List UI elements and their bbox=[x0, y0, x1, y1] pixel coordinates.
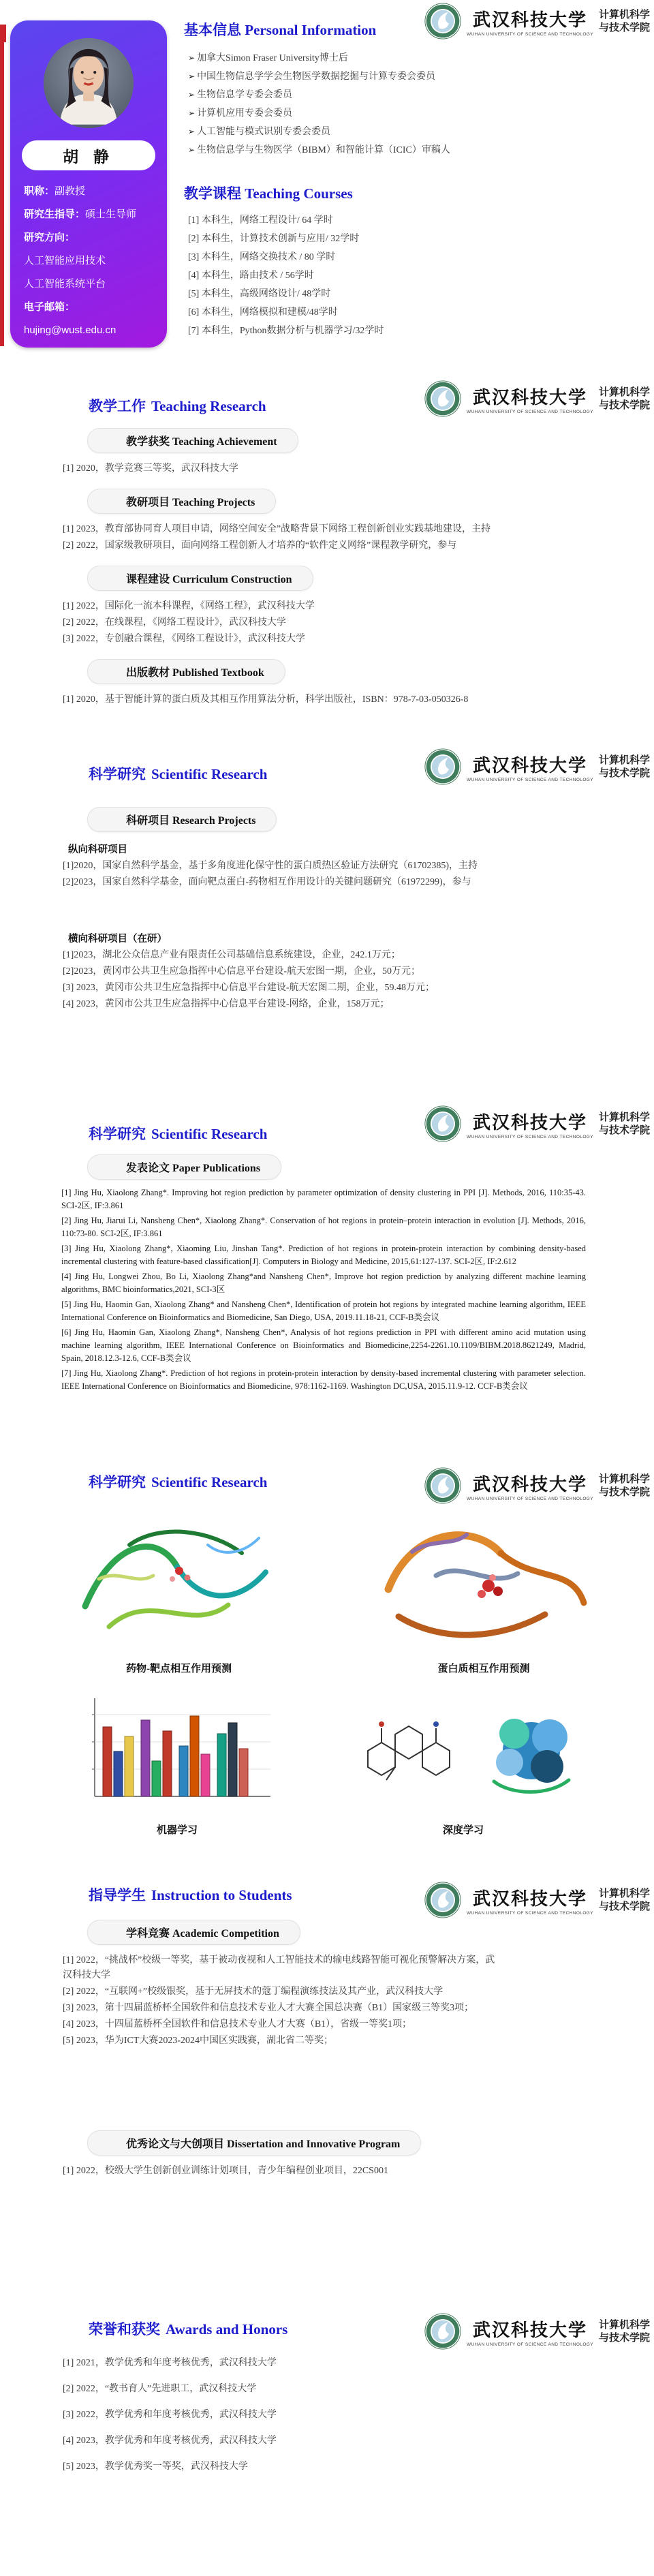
red-edge-strip bbox=[0, 25, 4, 346]
supervisor-row: 研究生指导：硕士生导师 bbox=[24, 209, 137, 220]
teaching-courses-title: 教学课程 Teaching Courses bbox=[184, 185, 353, 202]
research-projects-title: 科学研究 Scientific Research bbox=[89, 766, 268, 782]
competition-list bbox=[63, 1953, 586, 2049]
publications-title: 科学研究 Scientific Research bbox=[89, 1126, 268, 1142]
university-emblem-icon bbox=[424, 1882, 461, 1918]
list-item: ➢ 加拿大Simon Fraser University博士后 bbox=[188, 49, 601, 67]
course-item: [4] 本科生，路由技术 / 56学时 bbox=[188, 271, 314, 281]
vertical-projects-list bbox=[63, 859, 586, 890]
publication-item: [2] Jing Hu, Jiarui Li, Nansheng Chen*, Xiaolong Zhang*. Conservation of hot regions in protein–protein interaction in evolution [J]. Methods, 2016, 110:73-80. SCI-2区, IF:3.861 bbox=[61, 1216, 586, 1238]
college-name: 计算机科学 与技术学院 bbox=[598, 8, 650, 33]
section-research-projects bbox=[0, 736, 654, 1063]
course-item: [7] 本科生，Python数据分析与机器学习/32学时 bbox=[188, 326, 384, 336]
program-list bbox=[63, 2164, 586, 2179]
section-teaching-research bbox=[0, 368, 654, 736]
section-awards bbox=[0, 2303, 654, 2576]
pill-curriculum-construction: 课程建设 Curriculum Construction bbox=[87, 566, 313, 591]
pill-dissertation-program: 优秀论文与大创项目 Dissertation and Innovative Program bbox=[87, 2130, 421, 2156]
personal-info-main bbox=[184, 0, 601, 340]
profile-fields bbox=[10, 170, 167, 342]
list-item: ➢ 人工智能与模式识别专委会委员 bbox=[188, 123, 601, 141]
list-item: [1]2020，国家自然科学基金，基于多角度进化保守性的蛋白质热区验证方法研究（61702385)，主持 bbox=[63, 861, 478, 871]
list-item: [1] 2022，国际化一流本科课程，《网络工程》，武汉科技大学 bbox=[63, 601, 315, 611]
bar-chart-figure-image bbox=[72, 1686, 283, 1817]
award-item: [4] 2023，教学优秀和年度考核优秀，武汉科技大学 bbox=[63, 2436, 277, 2446]
university-emblem-icon bbox=[424, 1105, 461, 1142]
pill-teaching-achievement: 教学获奖 Teaching Achievement bbox=[87, 428, 298, 453]
gallery-title: 科学研究 Scientific Research bbox=[89, 1474, 268, 1490]
list-item: [2]2023，国家自然科学基金，面向靶点蛋白-药物相互作用设计的关键问题研究（61972299)，参与 bbox=[63, 877, 471, 887]
list-item: [2] 2022，“互联网+”校级银奖，基于无屏技术的蔻丁编程演练技法及其产业，武汉科技大学 bbox=[63, 1987, 443, 1997]
section-personal-info bbox=[0, 0, 654, 368]
direction-2: 人工智能系统平台 bbox=[24, 278, 106, 290]
list-item: [2] 2022，国家级教研项目，面向网络工程创新人才培养的“软件定义网络”课程教学研究，参与 bbox=[63, 540, 457, 551]
university-logo: 武汉科技大学 WUHAN UNIVERSITY OF SCIENCE AND TECHNOLOGY 计算机科学 与技术学院 bbox=[424, 748, 650, 785]
pill-research-projects: 科研项目 Research Projects bbox=[87, 807, 277, 832]
teaching-research-title: 教学工作 Teaching Research bbox=[89, 398, 266, 414]
university-logo bbox=[424, 3, 650, 40]
award-item: [2] 2022，“教书育人”先进职工，武汉科技大学 bbox=[63, 2384, 257, 2394]
drug-target-figure-image bbox=[72, 1504, 286, 1655]
section-publications bbox=[0, 1063, 654, 1462]
list-item: [1] 2022，“挑战杯”校级一等奖，基于被动夜视和人工智能技术的输电线路智能可视化预警解决方案，武汉科技大学 bbox=[63, 1955, 495, 1980]
list-item: [3] 2023，黄冈市公共卫生应急指挥中心信息平台建设-航天宏图二期，企业，59.48万元； bbox=[63, 983, 435, 993]
figure-caption: 药物-靶点相互作用预测 bbox=[126, 1663, 232, 1674]
figure-caption: 机器学习 bbox=[156, 1825, 198, 1836]
email-value: hujing@wust.edu.cn bbox=[24, 324, 116, 336]
list-item: [1] 2022，校级大学生创新创业训练计划项目，青少年编程创业项目，22CS001 bbox=[63, 2166, 388, 2176]
direction-label-row: 研究方向： bbox=[24, 232, 76, 243]
profile-card bbox=[10, 20, 167, 348]
ppi-figure-image bbox=[371, 1504, 596, 1655]
course-item: [3] 本科生，网络交换技术 / 80 学时 bbox=[188, 252, 336, 262]
list-item: [1] 2020，基于智能计算的蛋白质及其相互作用算法分析，科学出版社，ISBN：978-7-03-050326-8 bbox=[63, 694, 469, 705]
curriculum-list bbox=[63, 599, 586, 647]
figure-drug-target bbox=[72, 1504, 286, 1675]
publications-list bbox=[61, 1186, 586, 1393]
university-emblem-icon bbox=[424, 2313, 461, 2350]
course-item: [2] 本科生，计算技术创新与应用/ 32学时 bbox=[188, 234, 360, 244]
list-item: ➢ 中国生物信息学学会生物医学数据挖掘与计算专委会委员 bbox=[188, 67, 601, 86]
figure-machine-learning bbox=[72, 1686, 283, 1837]
basic-info-title: 基本信息 Personal Information bbox=[184, 22, 377, 38]
pill-academic-competition: 学科竞赛 Academic Competition bbox=[87, 1920, 300, 1945]
university-logo: 武汉科技大学 WUHAN UNIVERSITY OF SCIENCE AND TECHNOLOGY 计算机科学 与技术学院 bbox=[424, 2313, 650, 2350]
instruction-title: 指导学生 Instruction to Students bbox=[89, 1887, 292, 1903]
vertical-projects-header: 纵向科研项目 bbox=[68, 844, 127, 855]
list-item: [4] 2023，黄冈市公共卫生应急指挥中心信息平台建设-网络，企业，158万元； bbox=[63, 999, 390, 1009]
university-logo: 武汉科技大学 WUHAN UNIVERSITY OF SCIENCE AND TECHNOLOGY 计算机科学 与技术学院 bbox=[424, 1882, 650, 1918]
list-item: [5] 2023，华为ICT大赛2023-2024中国区实践赛，湖北省二等奖； bbox=[63, 2036, 334, 2046]
list-item: [1] 2023，教育部协同育人项目申请，网络空间安全”战略背景下网络工程创新创业实践基地建设，主持 bbox=[63, 524, 491, 534]
horizontal-projects-list bbox=[63, 948, 586, 1012]
profile-photo bbox=[44, 38, 134, 128]
red-edge-notch bbox=[0, 25, 6, 42]
publication-item: [1] Jing Hu, Xiaolong Zhang*. Improving hot region prediction by parameter optimization of density clustering in PPI [J]. Methods, 2016, 110:35-43. SCI-2区, IF:3.861 bbox=[61, 1188, 586, 1210]
pill-teaching-projects: 教研项目 Teaching Projects bbox=[87, 489, 276, 514]
award-item: [5] 2023，教学优秀奖一等奖，武汉科技大学 bbox=[63, 2462, 248, 2472]
list-item: [1] 2020，教学竞赛三等奖，武汉科技大学 bbox=[63, 463, 238, 474]
list-item: [3] 2023，第十四届蓝桥杯全国软件和信息技术专业人才大赛全国总决赛（B1）国家级三等奖3项； bbox=[63, 2003, 474, 2013]
list-item: ➢ 生物信息学专委会委员 bbox=[188, 86, 601, 104]
email-label-row: 电子邮箱： bbox=[24, 301, 76, 313]
teaching-projects-list bbox=[63, 522, 586, 553]
awards-list bbox=[63, 2355, 586, 2474]
publication-item: [7] Jing Hu, Xiaolong Zhang*. Prediction of hot regions in protein-protein interaction by density-based incremental clustering with parameter selection. IEEE International Conference on Bioinformatics and Biomedicine, 978:1162-1169. Washington DC,USA, 2015.11.9-12. CCF-B类会议 bbox=[61, 1368, 586, 1391]
list-item: ➢ 计算机应用专委会委员 bbox=[188, 104, 601, 123]
section-instruction-students bbox=[0, 1877, 654, 2303]
faculty-name: 胡 静 bbox=[22, 140, 155, 170]
university-name-cn: 武汉科技大学 bbox=[473, 10, 588, 30]
university-logo: 武汉科技大学 WUHAN UNIVERSITY OF SCIENCE AND TECHNOLOGY 计算机科学 与技术学院 bbox=[424, 1467, 650, 1504]
figure-ppi-prediction bbox=[371, 1504, 596, 1675]
direction-1: 人工智能应用技术 bbox=[24, 255, 106, 266]
course-item: [5] 本科生，高级网络设计/ 48学时 bbox=[188, 289, 331, 299]
basic-info-list bbox=[188, 49, 601, 159]
university-emblem-icon bbox=[424, 748, 461, 785]
university-logo: 武汉科技大学 WUHAN UNIVERSITY OF SCIENCE AND TECHNOLOGY 计算机科学 与技术学院 bbox=[424, 380, 650, 417]
publication-item: [6] Jing Hu, Haomin Gan, Xiaolong Zhang*, Nansheng Chen*, Analysis of hot regions prediction in PPI with different amino acid mutation using machine learning algorithm, IEEE International Conference on Bioinformatics and Biomedicine,2254-2261.10.1109/BIBM.2018.8621249, Madrid, Spain, 2018.12.3-12.6, CCF-B类会议 bbox=[61, 1328, 586, 1363]
publication-item: [3] Jing Hu, Xiaolong Zhang*, Xiaoming Liu, Jinshan Tang*. Prediction of hot regions in protein-protein interaction by combining density-based incremental clustering with feature-based classification[J]. Computers in Biology and Medicine, 2015,61:127-137. SCI-2区, IF:2.612 bbox=[61, 1244, 586, 1266]
figure-deep-learning bbox=[330, 1686, 596, 1837]
course-item: [6] 本科生，网络模拟和建模/48学时 bbox=[188, 307, 338, 318]
university-emblem-icon bbox=[424, 380, 461, 417]
horizontal-projects-header: 横向科研项目（在研） bbox=[68, 934, 167, 945]
deep-learning-figure-image bbox=[330, 1686, 596, 1817]
university-name-en: WUHAN UNIVERSITY OF SCIENCE AND TECHNOLOGY bbox=[467, 31, 593, 37]
list-item: [2]2023，黄冈市公共卫生应急指挥中心信息平台建设-航天宏图一期，企业，50万元； bbox=[63, 966, 420, 977]
award-item: [3] 2022，教学优秀和年度考核优秀，武汉科技大学 bbox=[63, 2410, 277, 2420]
publication-item: [4] Jing Hu, Longwei Zhou, Bo Li, Xiaolong Zhang*and Nansheng Chen*, Improve hot region prediction by analyzing different machine learning algorithms, BMC bioinformatics,2021, SCI-3区 bbox=[61, 1272, 586, 1294]
portrait-image bbox=[44, 38, 134, 128]
awards-title: 荣誉和获奖 Awards and Honors bbox=[89, 2321, 288, 2337]
section-research-gallery bbox=[0, 1462, 654, 1877]
list-item: [2] 2022，在线课程，《网络工程设计》，武汉科技大学 bbox=[63, 617, 286, 628]
textbook-list bbox=[63, 692, 586, 707]
award-item: [1] 2021，教学优秀和年度考核优秀，武汉科技大学 bbox=[63, 2358, 277, 2368]
university-logo: 武汉科技大学 WUHAN UNIVERSITY OF SCIENCE AND TECHNOLOGY 计算机科学 与技术学院 bbox=[424, 1105, 650, 1142]
pill-published-textbook: 出版教材 Published Textbook bbox=[87, 659, 285, 684]
course-item: [1] 本科生，网络工程设计/ 64 学时 bbox=[188, 215, 333, 226]
teaching-courses-list bbox=[188, 211, 601, 340]
figure-caption: 蛋白质相互作用预测 bbox=[437, 1663, 530, 1674]
list-item: [1]2023，湖北公众信息产业有限责任公司基础信息系统建设，企业，242.1万元； bbox=[63, 950, 401, 960]
list-item: ➢ 生物信息学与生物医学（BIBM）和智能计算（ICIC）审稿人 bbox=[188, 141, 601, 159]
achievement-list bbox=[63, 461, 586, 476]
pill-paper-publications: 发表论文 Paper Publications bbox=[87, 1154, 281, 1180]
list-item: [4] 2023，十四届蓝桥杯全国软件和信息技术专业人才大赛（B1），省级一等奖1项； bbox=[63, 2019, 412, 2029]
university-emblem-icon bbox=[424, 3, 461, 40]
figure-caption: 深度学习 bbox=[442, 1825, 484, 1836]
list-item: [3] 2022，专创融合课程，《网络工程设计》，武汉科技大学 bbox=[63, 634, 305, 644]
publication-item: [5] Jing Hu, Haomin Gan, Xiaolong Zhang* and Nansheng Chen*, Identification of protein hot regions by integrated machine learning algorithm, IEEE International Conference on Bioinformatics and Biomedicine, San Diego, USA, 2019.11.18-21, CCF-B类会议 bbox=[61, 1300, 586, 1322]
title-row: 职称：副教授 bbox=[24, 185, 86, 197]
university-emblem-icon bbox=[424, 1467, 461, 1504]
